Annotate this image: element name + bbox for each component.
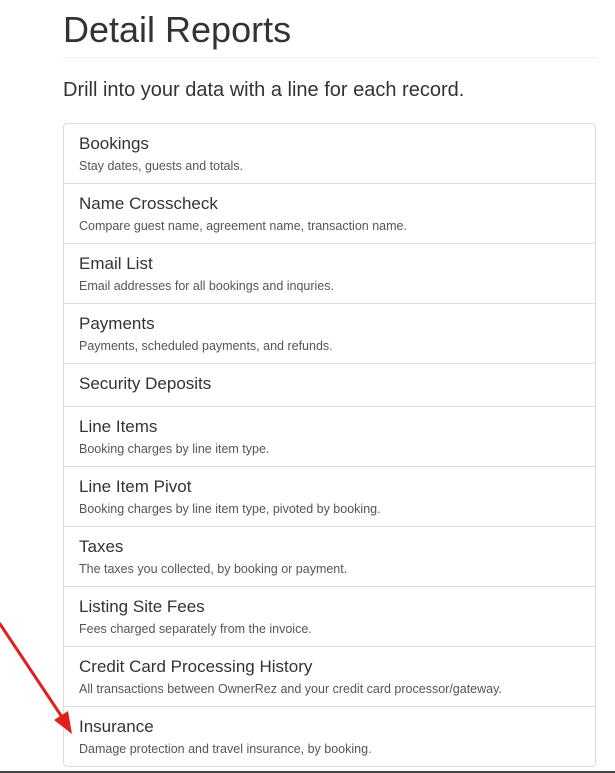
report-item-listing-site-fees[interactable] — [64, 586, 595, 646]
report-item-description: Fees charged separately from the invoice. — [79, 622, 312, 636]
report-item-credit-card-processing-history[interactable] — [64, 646, 595, 706]
report-item-title: Line Item Pivot — [79, 477, 192, 496]
report-item-title: Credit Card Processing History — [79, 657, 313, 676]
report-item-title: Insurance — [79, 717, 154, 736]
report-list — [63, 123, 596, 767]
report-item-description: Compare guest name, agreement name, transaction name. — [79, 219, 407, 233]
report-item-security-deposits[interactable] — [64, 363, 595, 406]
report-item-insurance[interactable] — [64, 706, 595, 766]
page-title: Detail Reports — [63, 8, 597, 58]
report-item-title: Listing Site Fees — [79, 597, 205, 616]
report-item-title: Payments — [79, 314, 155, 333]
report-item-description: Payments, scheduled payments, and refunds. — [79, 339, 333, 353]
report-item-title: Security Deposits — [79, 374, 212, 393]
report-item-email-list[interactable] — [64, 243, 595, 303]
report-item-title: Bookings — [79, 134, 149, 153]
report-item-description: The taxes you collected, by booking or payment. — [79, 562, 348, 576]
report-item-title: Name Crosscheck — [79, 194, 218, 213]
report-item-description: Booking charges by line item type, pivoted by booking. — [79, 502, 381, 516]
report-item-taxes[interactable] — [64, 526, 595, 586]
report-item-description: Email addresses for all bookings and inquries. — [79, 279, 334, 293]
report-item-description: All transactions between OwnerRez and your credit card processor/gateway. — [79, 682, 502, 696]
report-item-bookings[interactable] — [64, 124, 595, 183]
report-item-line-items[interactable] — [64, 406, 595, 466]
report-item-title: Line Items — [79, 417, 158, 436]
report-item-description: Stay dates, guests and totals. — [79, 159, 243, 173]
report-item-description: Booking charges by line item type. — [79, 442, 270, 456]
report-item-description: Damage protection and travel insurance, by booking. — [79, 742, 372, 756]
report-item-title: Email List — [79, 254, 153, 273]
report-item-line-item-pivot[interactable] — [64, 466, 595, 526]
report-item-title: Taxes — [79, 537, 124, 556]
report-item-name-crosscheck[interactable] — [64, 183, 595, 243]
report-item-payments[interactable] — [64, 303, 595, 363]
page-lead: Drill into your data with a line for each record. — [63, 79, 465, 101]
